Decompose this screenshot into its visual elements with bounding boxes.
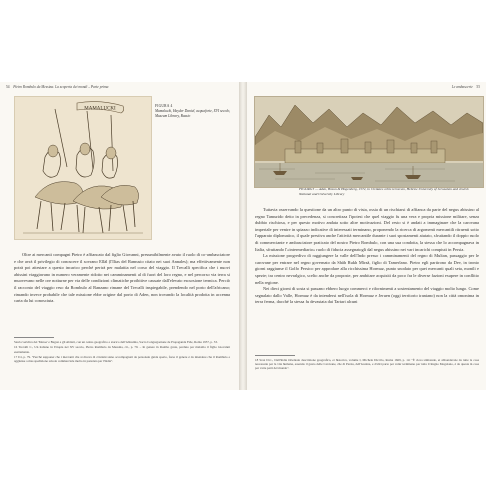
book-gutter — [239, 82, 247, 390]
left-body-paragraph: Oltre ai mercanti compagni Pietro è affiancato dal figlio Giovanni, presumibilmente avuto il ruolo di co-ambasciatore e che avrà il privilegio di conoscere il sovrano Elläl (l'Ilias del Ramusio citato nei suoi Annales); ma effettivamente non potrà poi attestare a questo incarico perché perirà per malattia nel corso del viaggio. Il Trecalli specifica che i nuovi abissini viaggiavano in numero veramente ridotto nei camminamenti al di fuori del loro regno, e nel percorso via terra si muovevano nelle ore notturne per via delle condizioni climatiche proibitive causate dall'elevato escursione termica. Perciò il racconto del viaggio reso da Rombulo al Ranzano rimane del Trecalli inspiegabile, prendendo nel porto dell'africano; rimando invece probabile che tale missione ebbe origine dal porto di Aden, non trovando la località prodotta in accenna carta da lui conosciuta. — [14, 252, 230, 304]
right-footnotes — [255, 358, 479, 372]
right-body-paragraph: La missione progredivo di raggiungere la valle dell'Indo presso i camminamenti del regno di Multan, passaggio per le carovane per entrare nel regno governato da Shāh Rukh Mīrzā, figlio di Tamerlano. Pietro egli partirono da Dev, in tronto giorni raggiunse il Golfo Persico per approdare alla ricchissima Hormuz, punto snodato per quei mercanti quali seta, monili e spezie; tra centro nevralgico, scelto anche da proposte, per ambitare acquisiti da poco fra le diverse fazioni esupere in conflitto nella regione. — [255, 253, 479, 285]
figure-aden-city-view — [254, 96, 484, 188]
footnote: 17 Ivi, p. 79. "Perché supponer che i mercanti che si diceva di cristiani siano accompagnati da personale guida sperto, forse il genere è da intendere che il Rombulo e aggiunse a mas spedizione suvole commerciale molto in partenza per l'India". — [14, 354, 230, 364]
figure-4-label: FIGURA 4 — [155, 104, 173, 108]
figure-4-caption — [155, 104, 233, 119]
left-body-text — [14, 252, 230, 305]
figure-5-caption: FIGURA 5 — Aden, Braun & Hogenberg, 1572, in Civitates orbis terrarum, Hebrew University of Jerusalem and Jewish National and University Library — [299, 187, 469, 196]
left-running-title: Pietro Rombulo da Messina. La scoperta dei mondi – Parte prima — [13, 85, 109, 89]
right-running-title: Le ambascerie — [451, 85, 473, 89]
figure-4-caption-text: Mamalucki, Hayder Daniel, acquaforte, XVI secolo, Museum Library, Bussio — [155, 109, 231, 118]
left-page — [0, 82, 239, 390]
right-page-number: 55 — [476, 85, 480, 89]
right-body-paragraph: Nei dieci giorni di sosta si passano ebbero luogo commerci e rifornimenti a sostentamento del viaggio molto lungo. Come segnalato dallo Valle, Hormuz è da intendersi nell'isola di Hormuz e Jeruen (oggi territorio iraniano) non la città omonima in terra ferma, dacché la stessa fu devastata dai Tartari alcuni — [255, 286, 479, 305]
left-footnotes — [14, 340, 230, 365]
footnote: 18 Srax D.C., Dell'India Orientale descrizione geografica, et historica, volume I, Michele Diccilo, Roma 1669, p. 14: "È cicea stimatade, et abbondevole da tutte le cosa necessarie per la vita humana, essendo il gusto delle Caravane, che di Persia, dell'Grenna, e d'altri parte per venir terminano per tutta il Regno Mogolano, è da questa in cosa per varie parti del mondo". — [255, 358, 479, 371]
left-running-head — [6, 85, 108, 89]
book-spread — [0, 82, 486, 390]
right-page — [247, 82, 486, 390]
right-body-paragraph: Tuttavia osservando la questione da un altro punto di vista, ossia di un rischiarsi di affianca da parte del negus abissino al regno Tamurido detto in precedenza, si concretizza l'ipotesi che quel viaggio fu una vera e propria missione militare, senza dubbio rischiosa, e per questo motivo andata sotto altre motivazioni. Del resto si è andati a immaginare che la carovana imperiale per venire in spiazzo indicative di interessati terminano, proponendo la ricerca di argomenti mercantili ritraenti sotto l'apparato diplomatico, il quale prestiva anche l'attività mercantile durante i suoi spostamenti aiutato, sfruttando il doppio ruolo di commerciante e ambasciatore praticato del nostro Pietro Rombulo, con una sua condotta, la stessa che lo accompagnava in Italia, sfruttando l'«intermediario» ruolo di fiducia assegnatogli dal negus abissino nei vari incarichi compiuti in Persia. — [255, 207, 479, 252]
right-body-text — [255, 207, 479, 306]
engraving-banner-text: MAMALUCKI — [84, 106, 116, 112]
left-page-number: 54 — [6, 85, 10, 89]
footnote: 16 Trecalli C., Un italiano in Etiopia nel XV secolo, Pietro Rombulo da Messina, cit., p. 79. – In genere in Rombo gruta, perduto per malattia il figlio Giovanni esattamente. — [14, 345, 230, 354]
figure-mamalucki-engraving — [14, 96, 152, 240]
right-running-head — [452, 85, 480, 89]
footnote: Storia veridica dei 'Meroe' e Begon e gli Abitati, con un cenno geografico e storico dell'Abissinia, Sacra Congregazione de Propaganda Fide, Roma 1957, p. 33. — [14, 340, 218, 344]
